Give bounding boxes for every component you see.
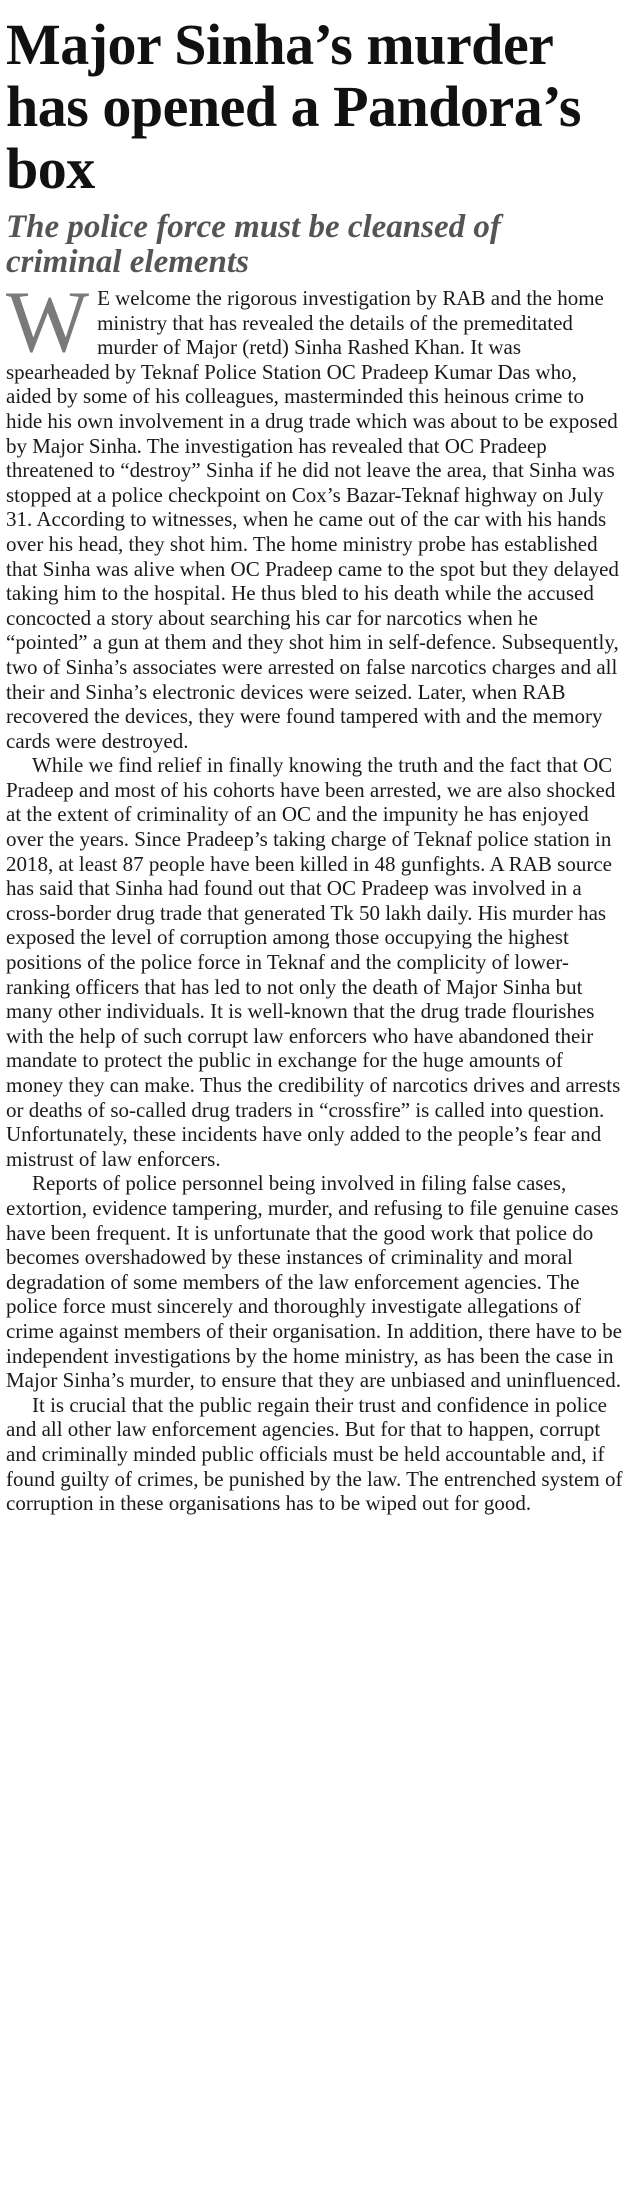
paragraph-1 bbox=[6, 274, 624, 753]
paragraph-4: It is crucial that the public regain their trust and confidence in police and all other law enforcement agencies. But for that to happen, corrupt and criminally minded public officials must be held accountable and, if found guilty of crimes, be punished by the law. The entrenched system of corruption in these organisations has to be wiped out for good. bbox=[6, 1392, 623, 1516]
editorial-article bbox=[6, 0, 624, 1516]
paragraph-2: While we find relief in finally knowing the truth and the fact that OC Pradeep and most of his cohorts have been arrested, we are also shocked at the extent of criminality of an OC and the impunity he has enjoyed over the years. Since Pradeep’s taking charge of Teknaf police station in 2018, at least 87 people have been killed in 48 gunfights. A RAB source has said that Sinha had found out that OC Pradeep was involved in a cross-border drug trade that generated Tk 50 lakh daily. His murder has exposed the level of corruption among those occupying the highest positions of the police force in Teknaf and the complicity of lower-ranking officers that has led to not only the death of Major Sinha but many other individuals. It is well-known that the drug trade flourishes with the help of such corrupt law enforcers who have abandoned their mandate to protect the public in exchange for the huge amounts of money they can make. Thus the credibility of narcotics drives and arrests or deaths of so-called drug traders in “crossfire” is called into question. Unfortunately, these incidents have only added to the people’s fear and mistrust of law enforcers. bbox=[6, 753, 621, 1171]
article-body bbox=[6, 274, 624, 1516]
paragraph-1-text: E welcome the rigorous investigation by RAB and the home ministry that has revealed the details of the premeditated murder of Major (retd) Sinha Rashed Khan. It was spearheaded by Teknaf Police Station OC Pradeep Kumar Das who, aided by some of his colleagues, masterminded this heinous crime to hide his own involvement in a drug trade which was about to be exposed by Major Sinha. The investigation has revealed that OC Pradeep threatened to “destroy” Sinha if he did not leave the area, that Sinha was stopped at a police checkpoint on Cox’s Bazar-Teknaf highway on July 31. According to witnesses, when he came out of the car with his hands over his head, they shot him. The home ministry probe has established that Sinha was alive when OC Pradeep came to the spot but they delayed taking him to the hospital. He thus bled to his death while the accused concocted a story about searching his car for narcotics when he “pointed” a gun at them and they shot him in self-defence. Subsequently, two of Sinha’s associates were arrested on false narcotics charges and all their and Sinha’s electronic devices were seized. Later, when RAB recovered the devices, they were found tampered with and the memory cards were destroyed. bbox=[6, 286, 619, 753]
subheadline: The police force must be cleansed of criminal elements bbox=[6, 209, 501, 280]
headline: Major Sinha’s murder has opened a Pandora’s box bbox=[6, 12, 582, 201]
drop-cap: W bbox=[6, 274, 90, 371]
paragraph-3: Reports of police personnel being involved in filing false cases, extortion, evidence tampering, murder, and refusing to file genuine cases have been frequent. It is unfortunate that the good work that police do becomes overshadowed by these instances of criminality and moral degradation of some members of the law enforcement agencies. The police force must sincerely and thoroughly investigate allegations of crime against members of their organisation. In addition, there have to be independent investigations by the home ministry, as has been the case in Major Sinha’s murder, to ensure that they are unbiased and uninfluenced. bbox=[6, 1171, 623, 1393]
